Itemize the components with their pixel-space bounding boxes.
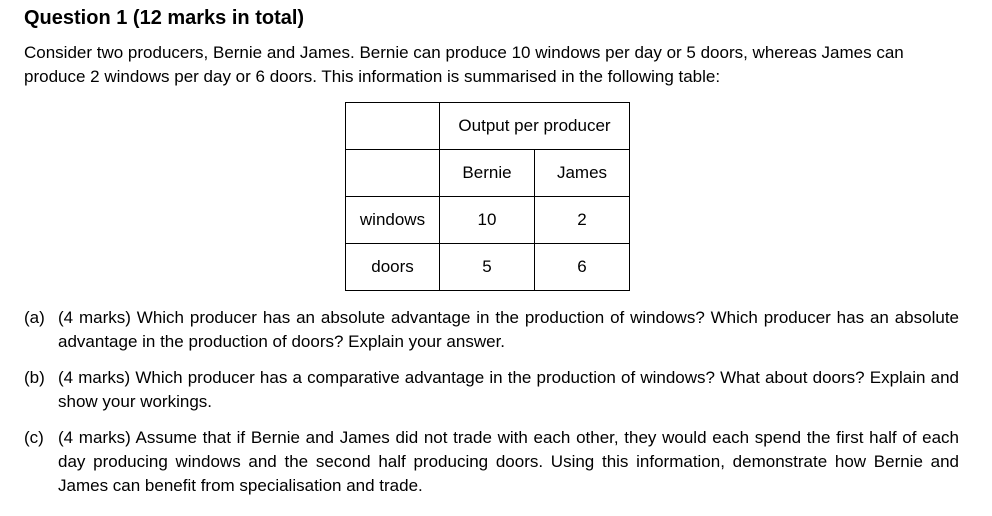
table-empty-cell	[346, 150, 440, 197]
row-label-windows: windows	[346, 197, 440, 244]
column-header-james: James	[535, 150, 630, 197]
intro-paragraph: Consider two producers, Bernie and James. Bernie can produce 10 windows per day or 5 doors, whereas James can produce 2 windows per day or 6 doors. This information is summarised in the following table:	[24, 43, 904, 86]
column-header-bernie: Bernie	[440, 150, 535, 197]
table-header-row	[346, 103, 630, 150]
row-label-doors: doors	[346, 244, 440, 291]
question-a-label: (a)	[24, 308, 45, 327]
table-row	[346, 197, 630, 244]
question-c	[24, 426, 959, 498]
question-c-label: (c)	[24, 428, 44, 447]
table-column-row	[346, 150, 630, 197]
cell-bernie-doors: 5	[440, 244, 535, 291]
cell-james-windows: 2	[535, 197, 630, 244]
output-table	[345, 102, 630, 291]
cell-james-doors: 6	[535, 244, 630, 291]
question-a	[24, 306, 959, 354]
table-group-header: Output per producer	[440, 103, 630, 150]
question-title: Question 1 (12 marks in total)	[24, 7, 305, 29]
table-row	[346, 244, 630, 291]
table-corner-cell	[346, 103, 440, 150]
question-c-text: (4 marks) Assume that if Bernie and James did not trade with each other, they would each spend the first half of each day producing windows and the second half producing doors. Using this information, demonstrate how Bernie and James can benefit from specialisation and trade.	[58, 428, 959, 495]
cell-bernie-windows: 10	[440, 197, 535, 244]
question-b	[24, 366, 959, 414]
question-b-text: (4 marks) Which producer has a comparative advantage in the production of windows? What about doors? Explain and show your workings.	[58, 368, 959, 411]
question-b-label: (b)	[24, 368, 45, 387]
question-a-text: (4 marks) Which producer has an absolute advantage in the production of windows? Which producer has an absolute advantage in the production of doors? Explain your answer.	[58, 308, 959, 351]
